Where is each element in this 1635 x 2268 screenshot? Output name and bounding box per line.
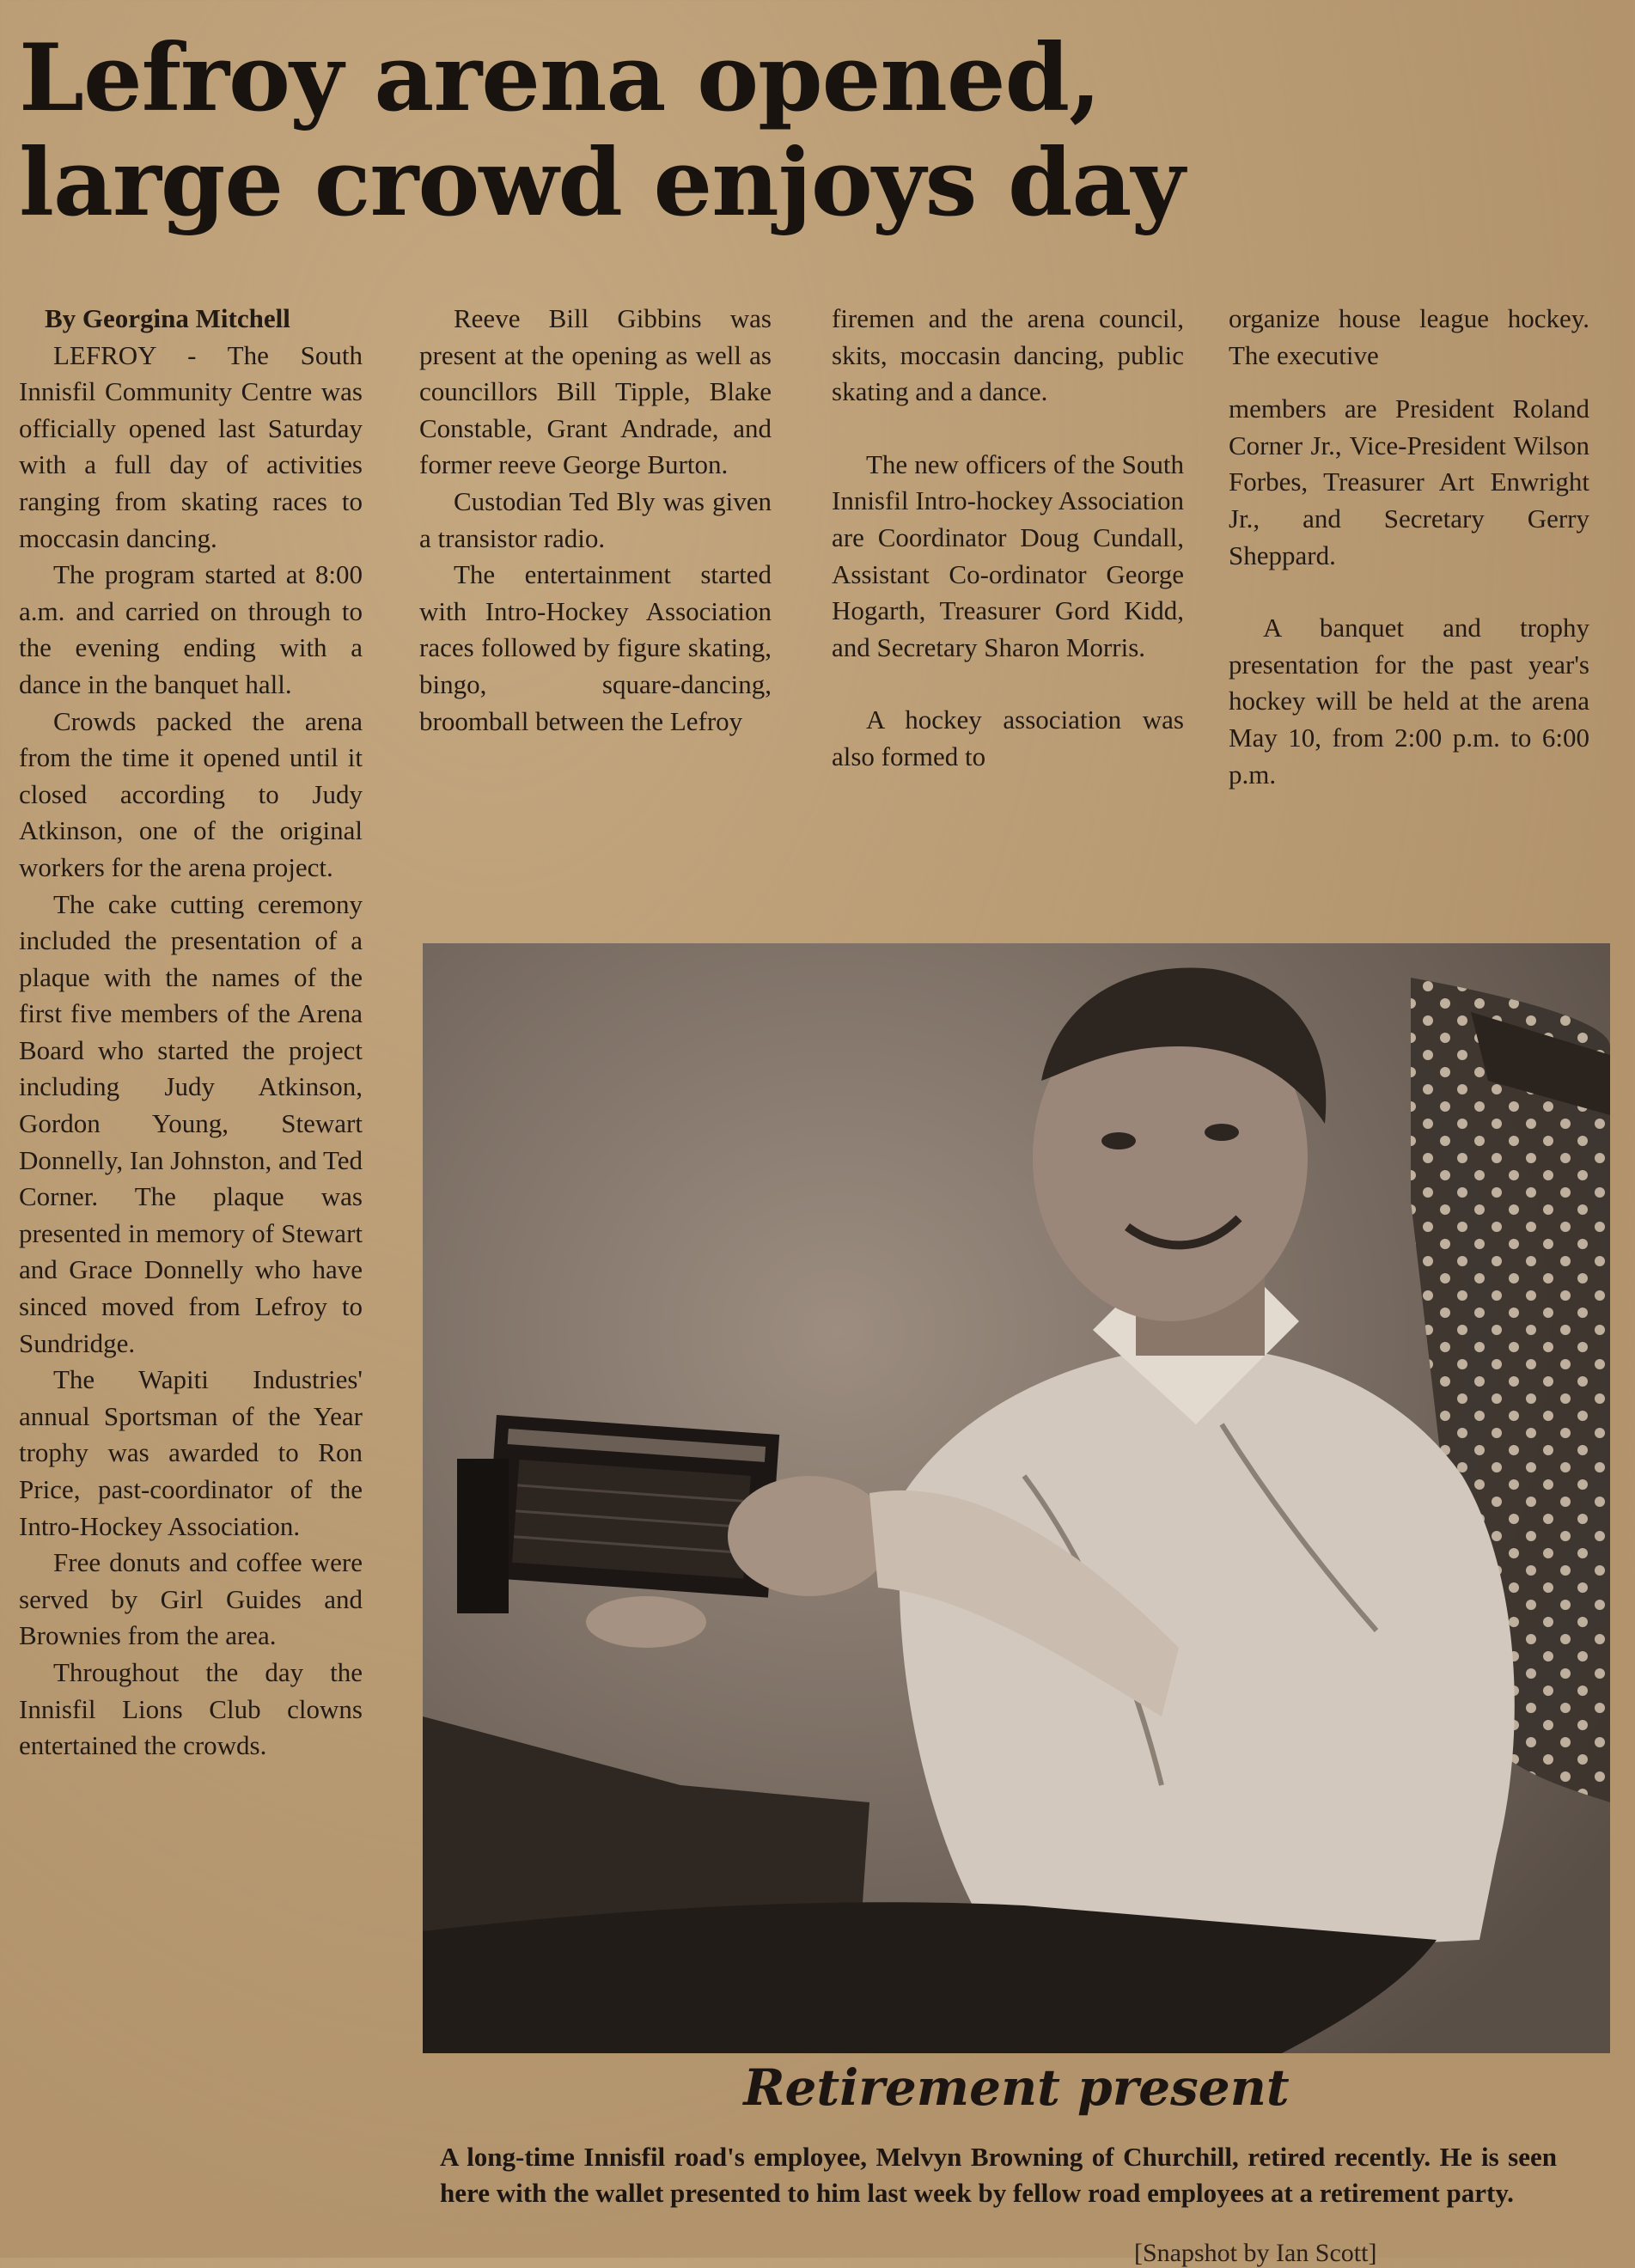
headline-line-1: Lefroy arena opened, [19,24,1101,132]
headline [19,26,1617,235]
photo-caption: A long-time Innisfil road's employee, Melvyn Browning of Churchill, retired recently. He is seen here with the wallet presented to him last week by fellow road employees at a retirement party. [440,2142,1557,2208]
article-column-4 [1229,301,1589,793]
paragraph: Custodian Ted Bly was given a transistor radio. [419,485,772,553]
photo-caption-title: Retirement present [743,2058,1290,2117]
paragraph: members are President Roland Corner Jr., Vice-President Wilson Forbes, Treasurer Art Enwright Jr., and Secretary Gerry Sheppard. [1229,393,1589,570]
photo-credit: [Snapshot by Ian Scott] [1134,2239,1377,2267]
paragraph: Reeve Bill Gibbins was present at the opening as well as councillors Bill Tipple, Blake Constable, Grant Andrade, and former reeve George Burton. [419,303,772,480]
paragraph: firemen and the arena council, skits, moccasin dancing, public skating and a dance. [832,303,1184,407]
paragraph: Crowds packed the arena from the time it opened until it closed according to Judy Atkinson, one of the original workers for the arena project. [19,705,363,882]
paragraph: The cake cutting ceremony included the presentation of a plaque with the names of the first five members of the Arena Board who started the project including Judy Atkinson, Gordon Young, Stewart Donnelly, Ian Johnston, and Ted Corner. The plaque was presented in memory of Stewart and Grace Donnelly who have sinced moved from Lefroy to Sundridge. [19,888,363,1358]
paragraph: Throughout the day the Innisfil Lions Club clowns entertained the crowds. [19,1656,363,1761]
byline: By Georgina Mitchell [45,303,290,333]
paragraph: organize house league hockey. The executive [1229,303,1589,370]
retirement-photo [423,943,1610,2053]
article-column-1 [19,301,363,1765]
headline-line-2: large crowd enjoys day [19,129,1185,237]
article-column-2 [419,301,772,740]
paragraph: Free donuts and coffee were served by Girl Guides and Brownies from the area. [19,1547,363,1651]
paragraph: The Wapiti Industries' annual Sportsman of the Year trophy was awarded to Ron Price, past-coordinator of the Intro-Hockey Association. [19,1364,363,1541]
paragraph: The new officers of the South Innisfil Intro-hockey Association are Coordinator Doug Cundall, Assistant Co-ordinator George Hogarth, Treasurer Gord Kidd, and Secretary Sharon Morris. [832,448,1184,662]
paragraph: The entertainment started with Intro-Hockey Association races followed by figure skating, bingo, square-dancing, broomball between the Lefroy [419,559,772,736]
paragraph: The program started at 8:00 a.m. and carried on through to the evening ending with a dance in the banquet hall. [19,559,363,699]
article-column-3 [832,301,1184,776]
paragraph: LEFROY - The South Innisfil Community Centre was officially opened last Saturday with a full day of activities ranging from skating races to moccasin dancing. [19,339,363,553]
paragraph: A hockey association was also formed to [832,704,1184,771]
paragraph: A banquet and trophy presentation for the past year's hockey will be held at the arena May 10, from 2:00 p.m. to 6:00 p.m. [1229,613,1589,790]
